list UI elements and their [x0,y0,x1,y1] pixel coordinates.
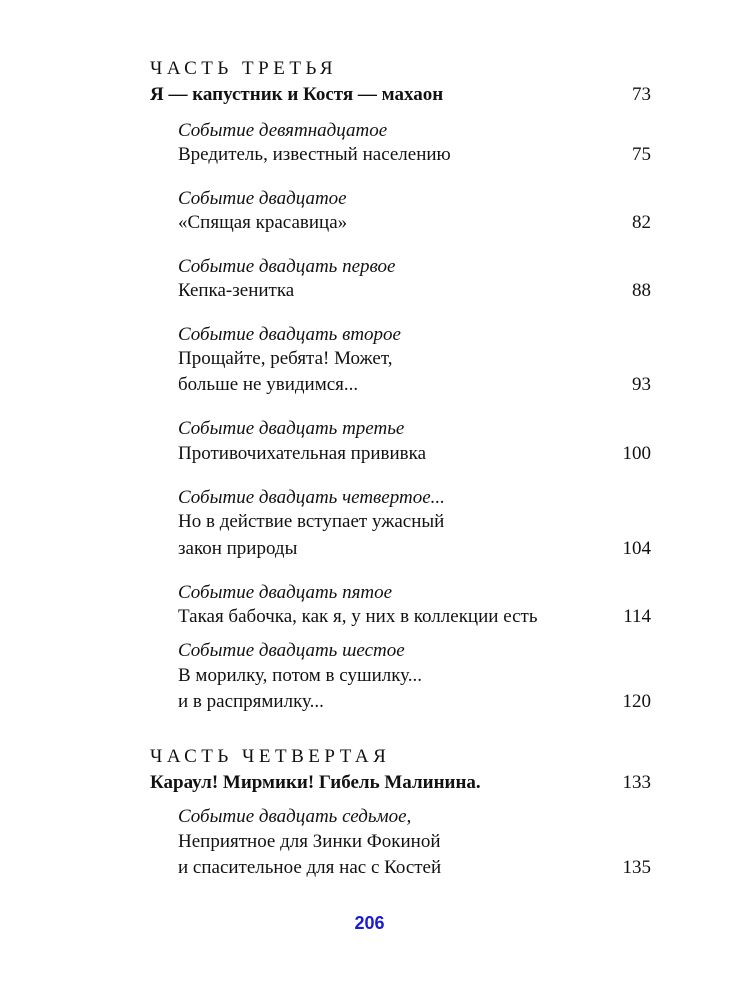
entry-title-line: Кепка-зенитка [178,280,295,301]
event-label: Событие двадцать первое [178,256,396,277]
entry-title-line: Противочихательная прививка [178,443,427,464]
event-label: Событие двадцать второе [178,324,401,345]
page-number: 120 [622,691,651,712]
folio-page-number: 206 [354,913,385,933]
page-number: 93 [632,374,651,395]
part-title: Я — капустник и Костя — махаон [150,84,444,105]
page-number: 75 [632,144,651,165]
event-label: Событие двадцать седьмое, [178,806,412,827]
entry-title-line: «Спящая красавица» [178,212,348,233]
event-label: Событие двадцать шестое [178,640,405,661]
entry-title-line: и в распрямилку... [178,691,324,712]
event-label: Событие двадцатое [178,188,347,209]
event-label: Событие двадцать третье [178,418,405,439]
entry-title-line: Неприятное для Зинки Фокиной [178,831,441,852]
page-number: 133 [622,772,651,793]
page-number: 104 [622,538,651,559]
entry-title-line: Но в действие вступает ужасный [178,511,445,532]
event-label: Событие двадцать четвертое... [178,487,445,508]
page-number: 82 [632,212,651,233]
part-title: Караул! Мирмики! Гибель Малинина. [150,772,481,793]
page-number: 73 [632,84,651,105]
page-number: 100 [622,443,651,464]
entry-title-line: Прощайте, ребята! Может, [178,348,393,369]
part-label: ЧАСТЬ ТРЕТЬЯ [150,58,338,79]
page-number: 135 [622,857,651,878]
page-number: 88 [632,280,651,301]
event-label: Событие двадцать пятое [178,582,393,603]
part-label: ЧАСТЬ ЧЕТВЕРТАЯ [150,746,391,767]
event-label: Событие девятнадцатое [178,120,388,141]
entry-title-line: и спасительное для нас с Костей [178,857,442,878]
page-number: 114 [623,606,651,627]
entry-title-line: больше не увидимся... [178,374,359,395]
entry-title-line: В морилку, потом в сушилку... [178,665,423,686]
entry-title-line: закон природы [178,538,298,559]
entry-title-line: Такая бабочка, как я, у них в коллекции есть [178,606,538,627]
entry-title-line: Вредитель, известный населению [178,144,451,165]
